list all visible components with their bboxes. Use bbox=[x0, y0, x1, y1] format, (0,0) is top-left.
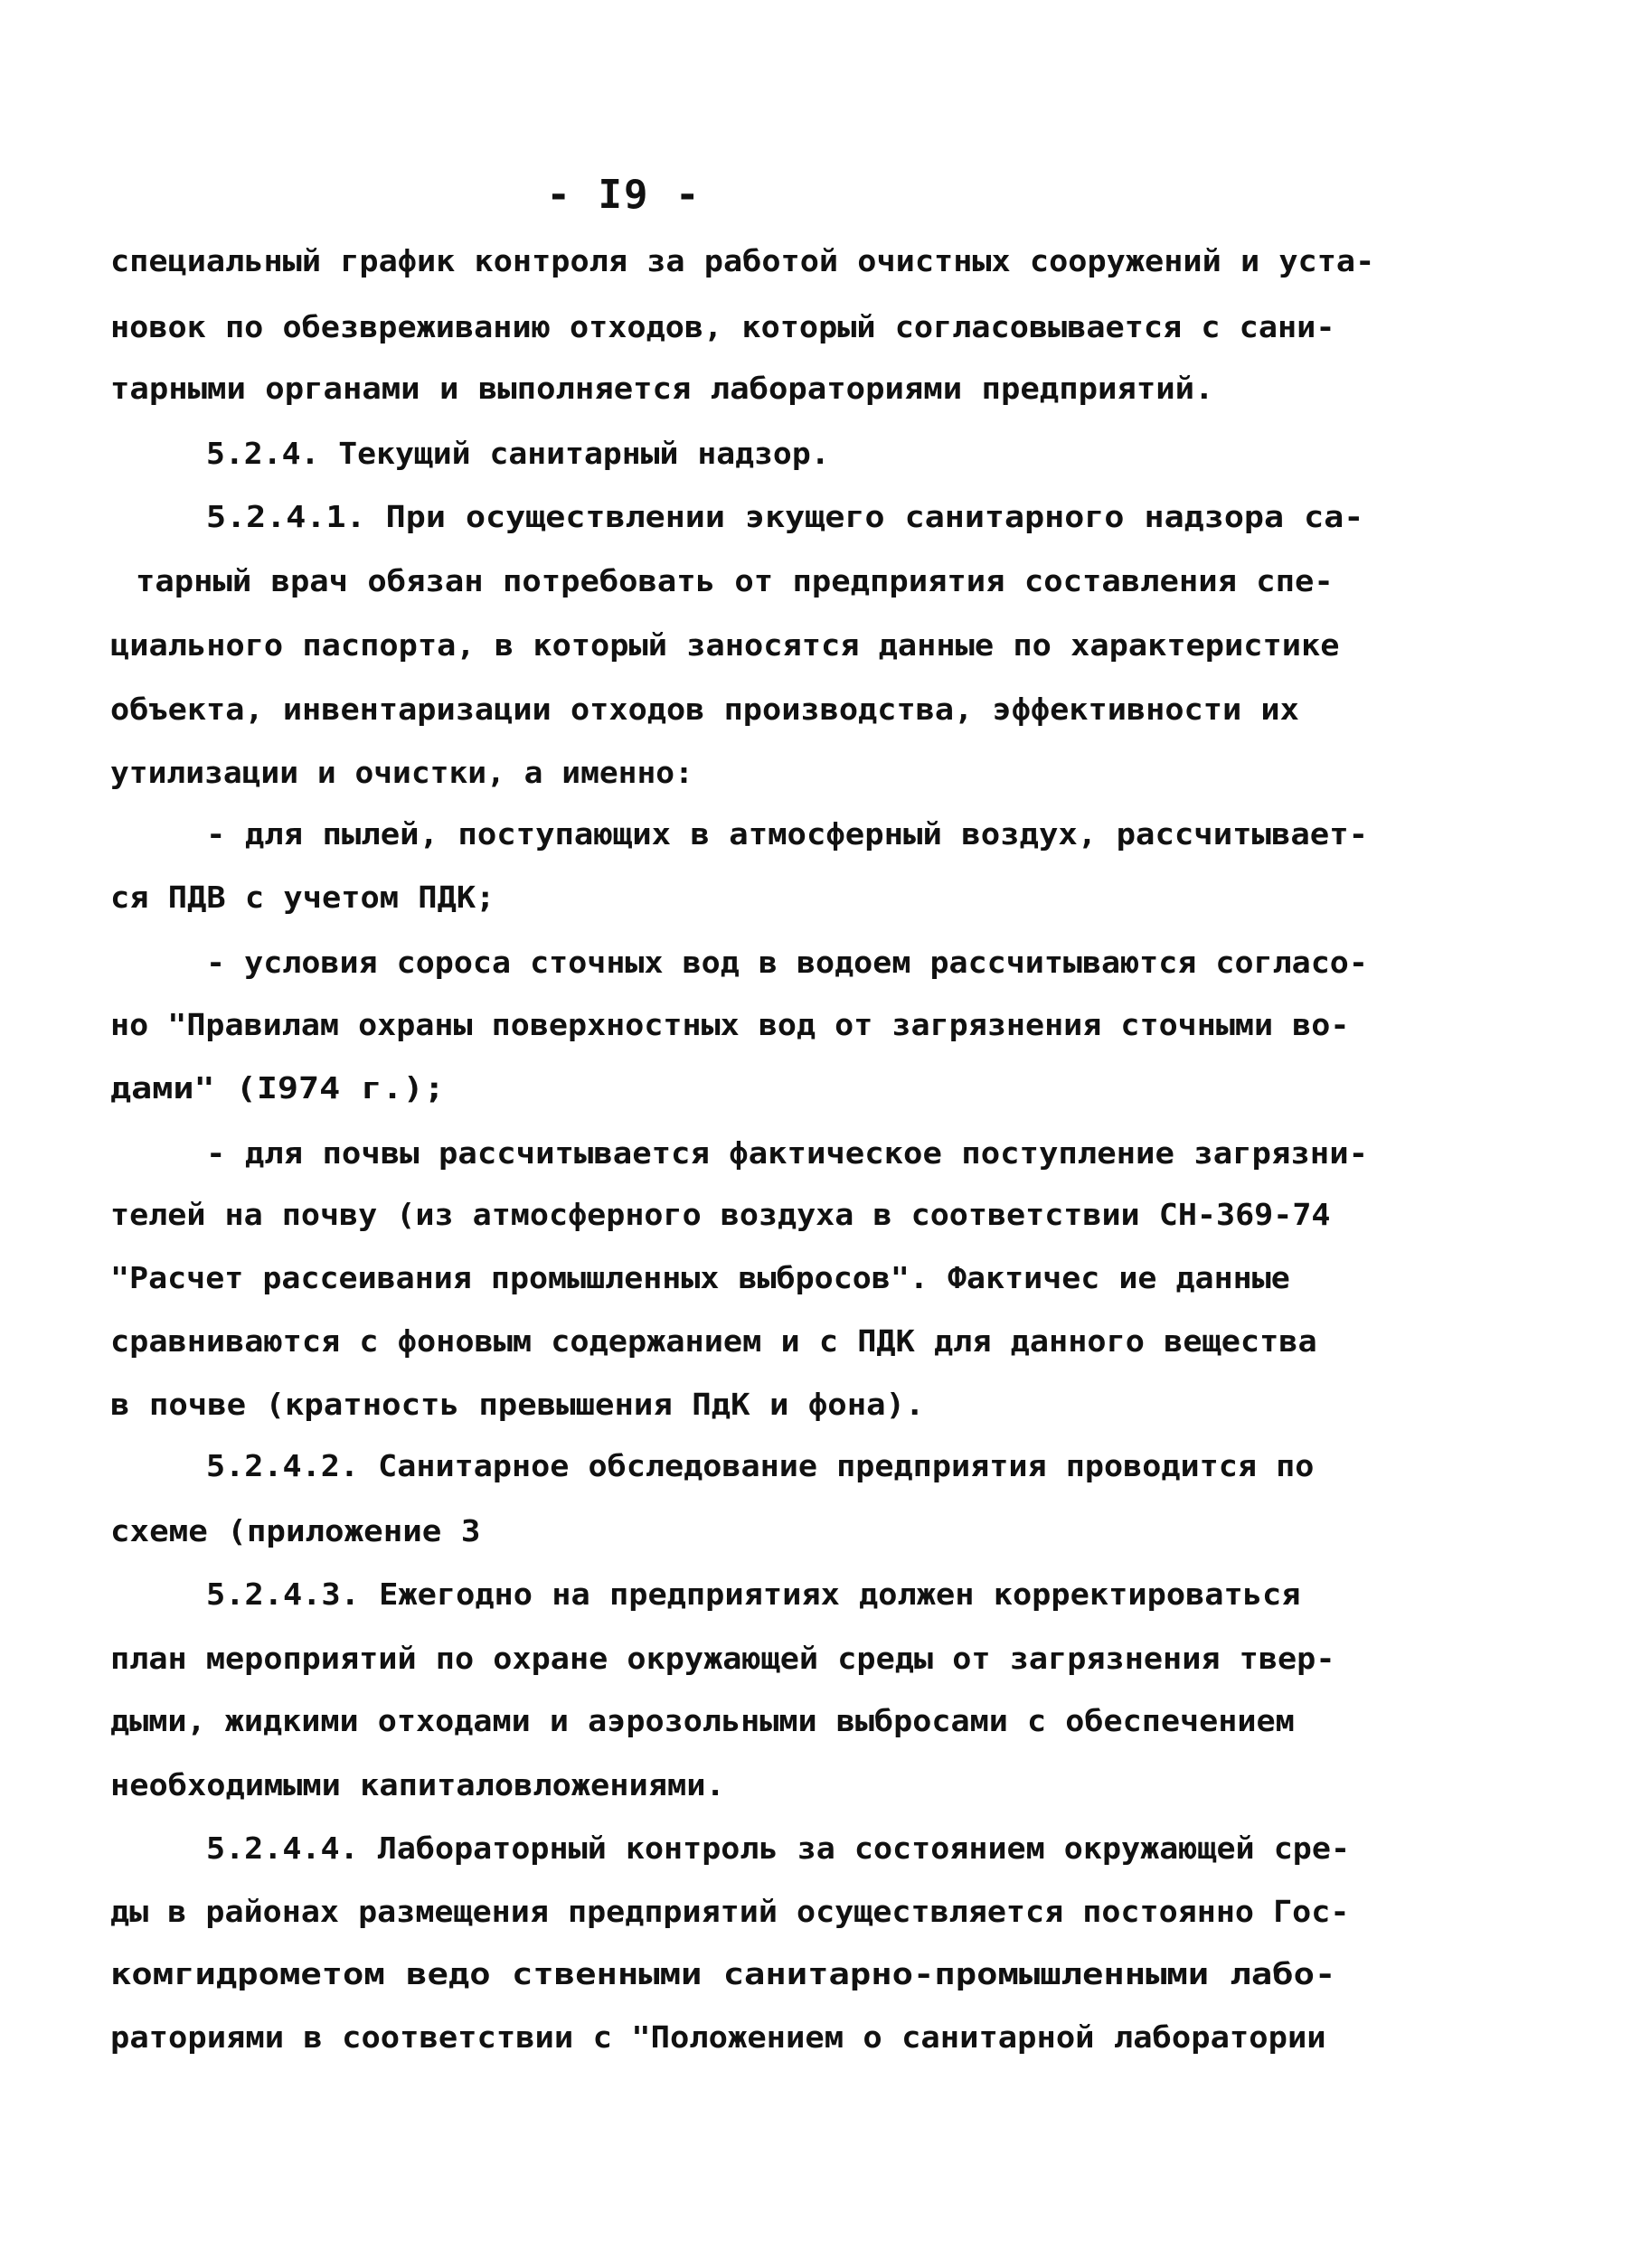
text-line-9: утилизации и очистки, а именно: bbox=[110, 755, 693, 790]
text-line-27: ды в районах размещения предприятий осуществляется постоянно Гос- bbox=[110, 1894, 1350, 1929]
text-line-20: 5.2.4.2. Санитарное обследование предприятия проводится по bbox=[206, 1448, 1315, 1483]
text-line-3: тарными органами и выполняется лабораториями предприятий. bbox=[110, 371, 1214, 406]
text-line-5: 5.2.4.1. При осуществлении экущего санитарного надзора са- bbox=[206, 499, 1364, 534]
text-line-8: объекта, инвентаризации отходов производства, эффективности их bbox=[110, 692, 1299, 727]
text-line-14: дами" (I974 г.); bbox=[110, 1070, 445, 1106]
text-line-23: план мероприятий по охране окружающей среды от загрязнения твер- bbox=[110, 1641, 1335, 1676]
text-line-6: тарный врач обязан потребовать от предприятия составления спе- bbox=[136, 563, 1334, 598]
text-line-18: сравниваются с фоновым содержанием и с ПДК для данного вещества bbox=[110, 1323, 1317, 1359]
text-line-16: телей на почву (из атмосферного воздуха в соответствии СН-369-74 bbox=[110, 1197, 1331, 1232]
text-line-12: - условия сороса сточных вод в водоем рассчитываются согласо- bbox=[206, 945, 1368, 980]
text-line-24: дыми, жидкими отходами и аэрозольными выбросами с обеспечением bbox=[110, 1703, 1295, 1738]
text-line-29: раториями в соответствии с "Положением о санитарной лаборатории bbox=[110, 2019, 1326, 2055]
page-number: - I9 - bbox=[546, 172, 702, 218]
text-line-25: необходимыми капиталовложениями. bbox=[110, 1767, 725, 1802]
text-line-13: но "Правилам охраны поверхностных вод от загрязнения сточными во- bbox=[110, 1007, 1350, 1042]
text-line-7: циального паспорта, в который заносятся данные по характеристике bbox=[110, 627, 1340, 663]
text-line-17: "Расчет рассеивания промышленных выбросов". Фактичес ие данные bbox=[110, 1260, 1290, 1295]
text-line-15: - для почвы рассчитывается фактическое поступление загрязни- bbox=[206, 1135, 1369, 1171]
text-line-11: ся ПДВ с учетом ПДК; bbox=[110, 880, 495, 915]
text-line-19: в почве (кратность превышения ПдК и фона). bbox=[110, 1387, 925, 1422]
text-line-2: новок по обезвреживанию отходов, который согласовывается с сани- bbox=[110, 309, 1335, 344]
text-line-21: схеме (приложение 3 bbox=[110, 1513, 481, 1548]
text-line-4: 5.2.4. Текущий санитарный надзор. bbox=[206, 436, 830, 471]
text-line-28: комгидрометом ведо ственными санитарно-промышленными лабо- bbox=[110, 1956, 1336, 1991]
text-line-1: специальный график контроля за работой очистных сооружений и уста- bbox=[110, 243, 1375, 278]
text-line-22: 5.2.4.3. Ежегодно на предприятиях должен корректироваться bbox=[206, 1576, 1301, 1612]
text-line-26: 5.2.4.4. Лабораторный контроль за состоянием окружающей сре- bbox=[206, 1830, 1351, 1866]
text-line-10: - для пылей, поступающих в атмосферный воздух, рассчитывает- bbox=[206, 816, 1369, 852]
